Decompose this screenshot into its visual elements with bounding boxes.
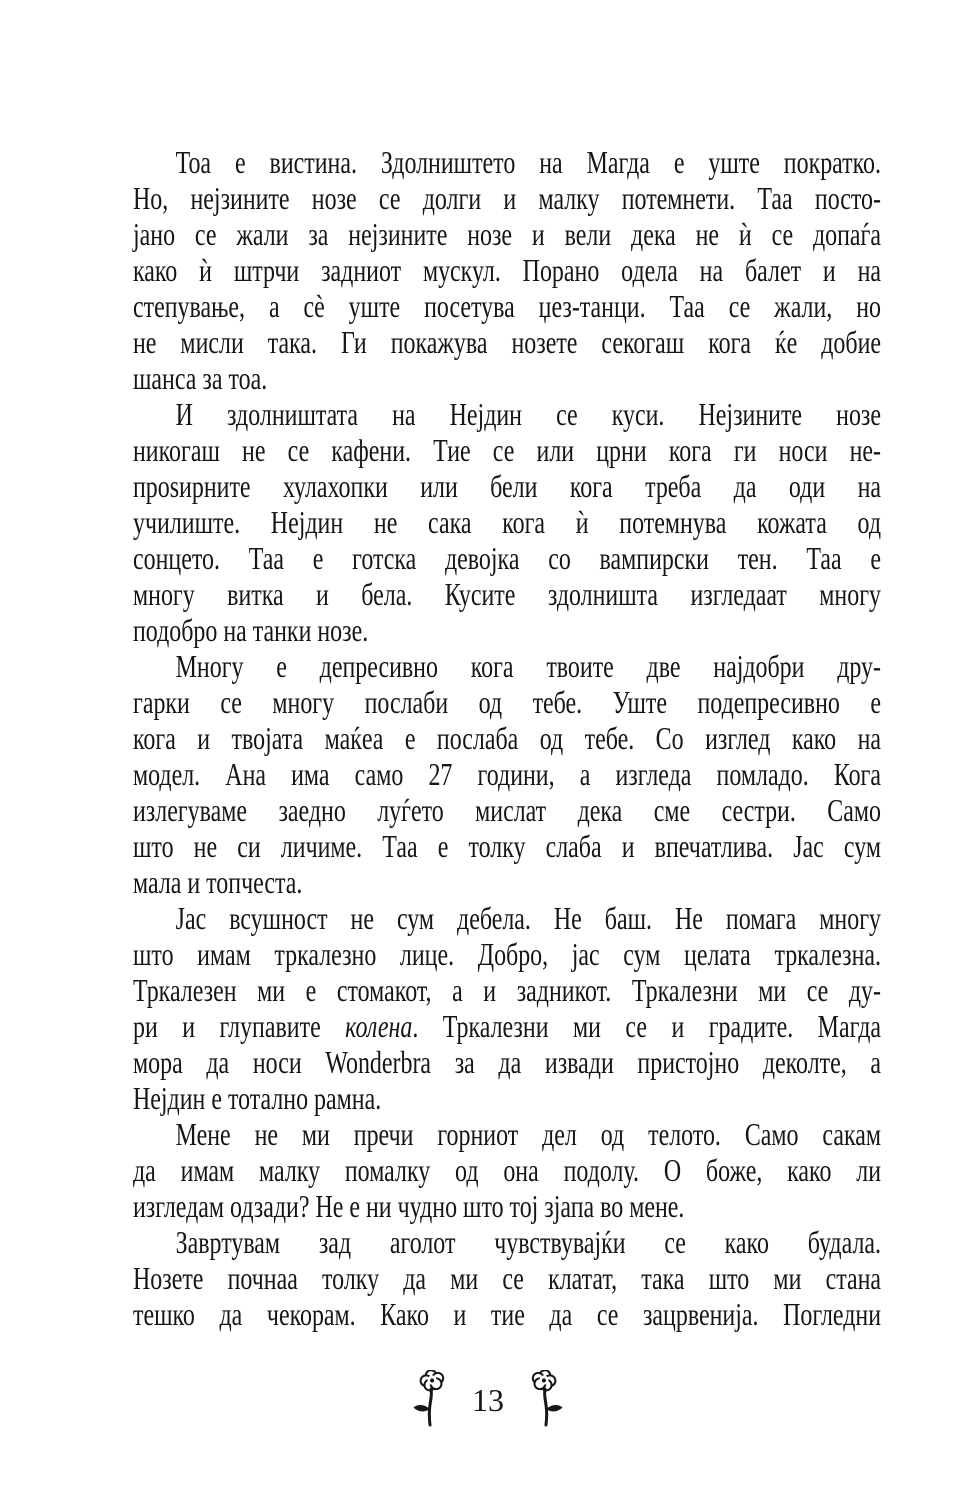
text-line: Нејдин е тотално рамна. xyxy=(133,1080,382,1116)
paragraph xyxy=(133,1116,881,1224)
text-line: проѕирните хулахопки или бели кога треба да оди на xyxy=(133,468,881,504)
flower-left-icon xyxy=(412,1370,452,1430)
text-line: Тркалезен ми е стомакот, а и задникот. Тркалезни ми се ду- xyxy=(133,972,881,1008)
text-line: гарки се многу послаби од тебе. Уште подепресивно е xyxy=(133,684,881,720)
paragraph xyxy=(133,1224,881,1332)
text-line: кога и твојата маќеа е послаба од тебе. Со изглед како на xyxy=(133,720,881,756)
text-line: шанса за тоа. xyxy=(133,360,268,396)
text-line: степување, а сè уште посетува џез-танци. Таа се жали, но xyxy=(133,288,881,324)
text-line: Мене не ми пречи горниот дел од телото. Само сакам xyxy=(175,1116,882,1152)
text-line: сонцето. Таа е готска девојка со вампирски тен. Таа е xyxy=(133,540,881,576)
text-line: модел. Ана има само 27 години, а изгледа помладо. Кога xyxy=(133,756,881,792)
text-line: мора да носи Wonderbra за да извади пристојно деколте, а xyxy=(133,1044,881,1080)
text-line: излегуваме заедно луѓето мислат дека сме сестри. Само xyxy=(133,792,881,828)
text-line: училиште. Нејдин не сака кога ѝ потемнува кожата од xyxy=(133,504,881,540)
paragraph xyxy=(133,396,881,648)
text-line: што не си личиме. Таа е толку слаба и впечатлива. Јас сум xyxy=(133,828,881,864)
page-footer xyxy=(0,1370,976,1430)
text-line: Тоа е вистина. Здолништето на Магда е уште пократко. xyxy=(175,144,882,180)
text-line: подобро на танки нозе. xyxy=(133,612,369,648)
paragraph xyxy=(133,900,881,1116)
text-line: тешко да чекорам. Како и тие да се зацрвенија. Погледни xyxy=(133,1296,881,1332)
text-line: што имам тркалезно лице. Добро, јас сум целата тркалезна. xyxy=(133,936,881,972)
text-line: никогаш не се кафени. Тие се или црни кога ги носи не- xyxy=(133,432,881,468)
paragraph xyxy=(133,648,881,900)
page-number: 13 xyxy=(472,1382,504,1418)
text-block xyxy=(133,144,881,1332)
text-line: многу витка и бела. Кусите здолништа изгледаат многу xyxy=(133,576,881,612)
text-line: мала и топчеста. xyxy=(133,864,303,900)
italic-text: колена xyxy=(345,1008,413,1044)
text-line: Завртувам зад аголот чувствувајќи се како будала. xyxy=(175,1224,882,1260)
text-line: Но, нејзините нозе се долги и малку потемнети. Таа посто- xyxy=(133,180,881,216)
text-line: не мисли така. Ги покажува нозете секогаш кога ќе добие xyxy=(133,324,881,360)
text-line: ри и глупавите колена. Тркалезни ми се и градите. Магда xyxy=(133,1008,882,1044)
text-line: Многу е депресивно кога твоите две најдобри дру- xyxy=(175,648,882,684)
text-line: Нозете почнаа толку да ми се клатат, така што ми стана xyxy=(133,1260,881,1296)
text-line: Јас всушност не сум дебела. Не баш. Не помага многу xyxy=(175,900,882,936)
paragraph xyxy=(133,144,881,396)
flower-right-icon xyxy=(524,1370,564,1430)
text-line: изгледам одзади? Не е ни чудно што тој зјапа во мене. xyxy=(133,1188,685,1224)
text-line: да имам малку помалку од она подолу. О боже, како ли xyxy=(133,1152,881,1188)
text-line: како ѝ штрчи задниот мускул. Порано одела на балет и на xyxy=(133,252,881,288)
text-line: јано се жали за нејзините нозе и вели дека не ѝ се допаѓа xyxy=(133,216,881,252)
text-line: И здолништата на Нејдин се куси. Нејзините нозе xyxy=(175,396,882,432)
